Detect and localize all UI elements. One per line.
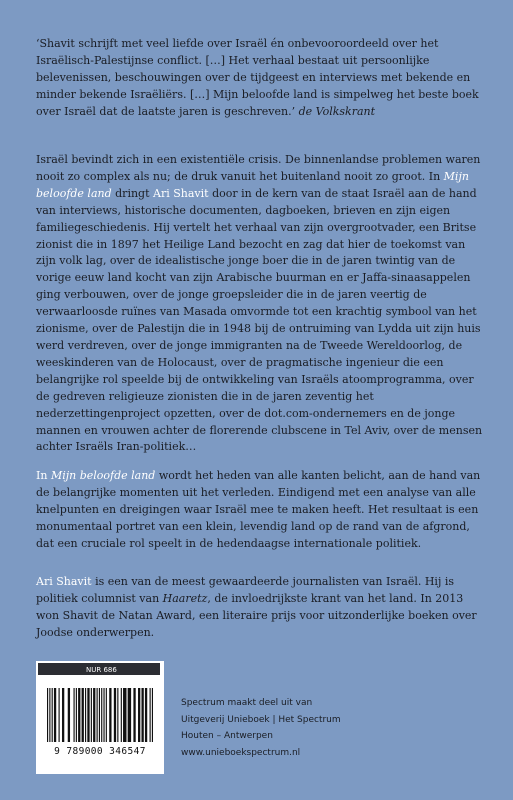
barcode-bar [82, 688, 84, 742]
second-in: In [36, 469, 48, 482]
barcode-bar [52, 688, 53, 742]
second-blurb [36, 468, 484, 553]
barcode-bar [152, 688, 153, 742]
isbn-number: 9 789000 346547 [54, 746, 146, 757]
barcode-bar [54, 688, 56, 742]
publisher-website: www.unieboekspectrum.nl [181, 747, 301, 758]
quote-text: ‘Shavit schrijft met veel liefde over Israël én onbevooroordeeld over het Israëlisch-Palestijnse conflict. […] Het verhaal bestaat uit persoonlijke belevenissen, beschouwingen over de tijdgeest en interviews met bekende en minder bekende Israëliërs. […] Mijn beloofde land is simpelweg het beste boek over Israël dat de laatste jaren is geschreven.’ [36, 37, 479, 118]
barcode-bar [103, 688, 104, 742]
barcode-bars [47, 688, 153, 742]
about-text-1: is een van de meest gewaardeerde journalisten van Israël. Hij is politiek columnist van [36, 575, 455, 605]
second-body: wordt het heden van alle kanten belicht, aan de hand van de belangrijke momenten uit het verleden. Eindigend met een analyse van alle knelpunten en dreigingen waar Israël mee te maken heeft. Het resultaat is een monumentaal portret van een klein, levendig land op de rand van de afgrond, dat een cruciale rol speelt in de hedendaagse internationale politiek. [36, 469, 481, 550]
newspaper-name: Haaretz [162, 591, 208, 605]
barcode-bar [87, 688, 89, 742]
publisher-line-1: Spectrum maakt deel uit van [181, 698, 313, 708]
barcode-bar [109, 688, 111, 742]
barcode-bar [59, 688, 60, 742]
main-blurb [36, 152, 484, 456]
barcode-bar [47, 688, 48, 742]
author-name: Ari Shavit [153, 186, 209, 200]
barcode-bar [99, 688, 100, 742]
about-text-2: , de invloedrijkste krant van het land. In 2013 won Shavit de Natan Award, een literaire prijs voor uitzonderlijke boeken over Joodse onderwerpen. [36, 591, 477, 639]
barcode-bar [62, 688, 64, 742]
barcode-bar [145, 688, 147, 742]
book-title: Mijn beloofde land [36, 169, 469, 200]
main-verb: dringt [115, 186, 150, 200]
nur-label: NUR 686 [37, 662, 161, 676]
barcode-box [36, 661, 164, 774]
barcode-bar [74, 688, 75, 742]
barcode-bar [121, 688, 122, 742]
barcode-bar [133, 688, 135, 742]
barcode-bar [114, 688, 116, 742]
barcode-bar [85, 688, 86, 742]
main-body: door in de kern van de staat Israël aan de hand van interviews, historische documenten, dagboeken, brieven en zijn eigen familiegeschiedenis. Hij vertelt het verhaal van zijn overgrootvader, een Britse zionist die in 1897 het Heilige Land bezocht en zag dat hier de toekomst van zijn volk lag, over de idealistische jonge boer die in de jaren twintig van de vorige eeuw land kocht van zijn Arabische buurman en er Jaffa-sinaasappelen ging verbouwen, over de jonge groepsleider die in de jaren veertig de verwaarloosde ruïnes van Masada omvormde tot een krachtig symbool van het zionisme, over de Palestijn die in 1948 bij de ontruiming van Lydda uit zijn huis werd verdreven, over de jonge immigranten na de Tweede Wereldoorlog, de weeskinderen van de Holocaust, over de pragmatische ingenieur die een belangrijke rol speelde bij de ontwikkeling van Israëls atoomprogramma, over de gedreven religieuze zionisten die in de jaren zeventig het nederzettingenproject opzetten, over de dot.com-ondernemers en de jonge mannen en vrouwen achter de florerende clubscene in Tel Aviv, over de mensen achter Israëls Iran-politiek… [36, 186, 483, 454]
barcode-bar [128, 688, 131, 742]
quote-source: de Volkskrant [298, 104, 376, 118]
barcode-bar [78, 688, 80, 742]
publisher-line-2: Uitgeverij Unieboek | Het Spectrum [181, 714, 341, 725]
barcode-bar [97, 688, 98, 742]
barcode-bar [101, 688, 102, 742]
barcode-bar [68, 688, 70, 742]
barcode-bar [141, 688, 143, 742]
barcode-bar [76, 688, 77, 742]
barcode-bar [117, 688, 118, 742]
review-quote [36, 36, 484, 121]
main-intro: Israël bevindt zich in een existentiële crisis. De binnenlandse problemen waren nooit zo complex als nu; de druk vanuit het buitenland nooit zo groot. In [36, 153, 481, 183]
about-author-name: Ari Shavit [36, 575, 92, 588]
book-title-2: Mijn beloofde land [50, 469, 156, 482]
barcode-bar [106, 688, 107, 742]
barcode-bar [150, 688, 151, 742]
publisher-info [181, 695, 341, 761]
barcode-bar [93, 688, 95, 742]
about-author [36, 574, 484, 642]
barcode-bar [49, 688, 50, 742]
publisher-line-3: Houten – Antwerpen [181, 731, 273, 741]
barcode-bar [91, 688, 92, 742]
barcode-bar [123, 688, 126, 742]
barcode-bar [138, 688, 140, 742]
